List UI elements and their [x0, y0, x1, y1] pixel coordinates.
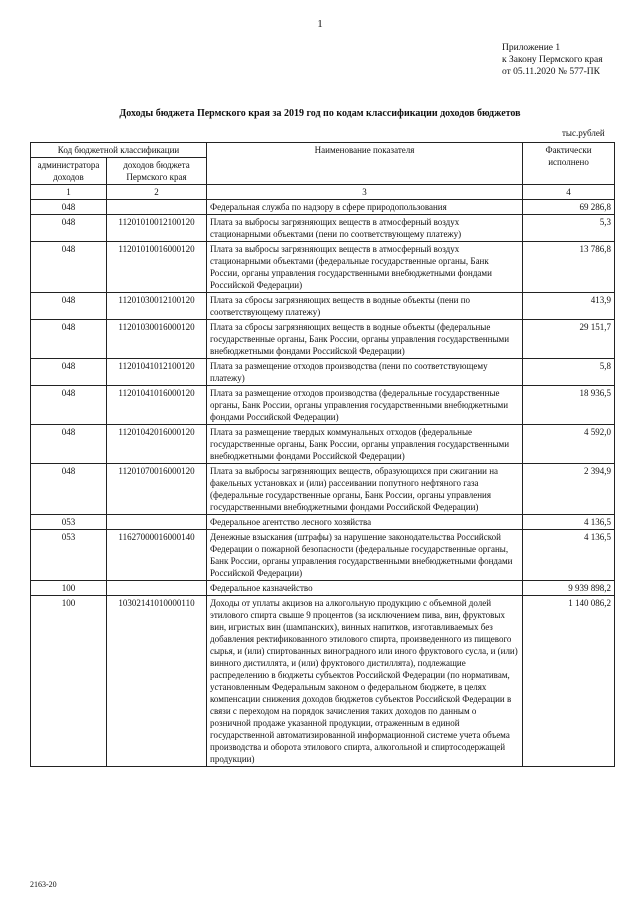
actual-value-cell: 4 136,5 — [523, 530, 615, 581]
indicator-name-cell: Доходы от уплаты акцизов на алкогольную продукцию с объемной долей этилового спирта свыше 9 процентов (за исключением пива, вин, фруктовых вин, игристых вин (шампанских), винных напитков, изготавливаемых без добавления ректификованного этилового спирта, произведенного из пищевого сырья, и (или) спиртованных виноградного или иного фруктового сусла, и (или) винного дистиллята, и (или) фруктового дистиллята), подлежащие распределению в бюджеты субъектов Российской Федерации (по нормативам, установленным Федеральным законом о федеральном бюджете, в целях компенсации снижения доходов бюджетов субъектов Российской Федерации в связи с переходом на порядок зачисления таких доходов по данным о розничной продаже указанной продукции, отраженным в единой государственной автоматизированной информационной системе учета объема производства и оборота этилового спирта, алкогольной и спиртосодержащей продукции) — [207, 596, 523, 767]
admin-code-cell: 053 — [31, 515, 107, 530]
table-row — [31, 293, 615, 320]
income-code-cell: 11201041012100120 — [107, 359, 207, 386]
actual-value-cell: 29 151,7 — [523, 320, 615, 359]
header-name: Наименование показателя — [207, 143, 523, 185]
header-actual: Фактически исполнено — [523, 143, 615, 185]
indicator-name-cell: Федеральное казначейство — [207, 581, 523, 596]
indicator-name-cell: Плата за размещение отходов производства (федеральные государственные органы, Банк России, органы управления государственными внебюджетными фондами Российской Федерации) — [207, 386, 523, 425]
indicator-name-cell: Плата за выбросы загрязняющих веществ, образующихся при сжигании на факельных установках и (или) рассеивании попутного нефтяного газа (федеральные государственные органы, Банк России, органы управления государственными внебюджетными фондами Российской Федерации) — [207, 464, 523, 515]
actual-value-cell: 13 786,8 — [523, 242, 615, 293]
admin-code-cell: 048 — [31, 242, 107, 293]
income-code-cell: 11627000016000140 — [107, 530, 207, 581]
actual-value-cell: 5,3 — [523, 215, 615, 242]
table-row — [31, 464, 615, 515]
actual-value-cell: 413,9 — [523, 293, 615, 320]
indicator-name-cell: Федеральное агентство лесного хозяйства — [207, 515, 523, 530]
table-row — [31, 425, 615, 464]
document-title: Доходы бюджета Пермского края за 2019 год по кодам классификации доходов бюджетов — [119, 108, 521, 119]
table-row — [31, 215, 615, 242]
annex-line-1: Приложение 1 — [502, 43, 561, 53]
header-admin: администратора доходов — [31, 158, 107, 185]
admin-code-cell: 048 — [31, 464, 107, 515]
table-row — [31, 320, 615, 359]
actual-value-cell: 9 939 898,2 — [523, 581, 615, 596]
admin-code-cell: 100 — [31, 596, 107, 767]
actual-value-cell: 4 592,0 — [523, 425, 615, 464]
income-code-cell: 11201030012100120 — [107, 293, 207, 320]
table-row — [31, 200, 615, 215]
actual-value-cell: 5,8 — [523, 359, 615, 386]
income-code-cell: 11201010016000120 — [107, 242, 207, 293]
income-code-cell — [107, 581, 207, 596]
header-income: доходов бюджета Пермского края — [107, 158, 207, 185]
income-code-cell: 11201070016000120 — [107, 464, 207, 515]
page-number: 1 — [317, 18, 323, 30]
actual-value-cell: 1 140 086,2 — [523, 596, 615, 767]
admin-code-cell: 053 — [31, 530, 107, 581]
income-table — [30, 142, 615, 767]
admin-code-cell: 048 — [31, 425, 107, 464]
actual-value-cell: 18 936,5 — [523, 386, 615, 425]
annex-line-3: от 05.11.2020 № 577-ПК — [502, 67, 600, 77]
income-code-cell: 11201041016000120 — [107, 386, 207, 425]
income-code-cell: 11201010012100120 — [107, 215, 207, 242]
admin-code-cell: 048 — [31, 320, 107, 359]
indicator-name-cell: Плата за размещение отходов производства (пени по соответствующему платежу) — [207, 359, 523, 386]
actual-value-cell: 69 286,8 — [523, 200, 615, 215]
footer-code: 2163-20 — [30, 880, 57, 889]
income-code-cell: 10302141010000110 — [107, 596, 207, 767]
unit-label: тыс.рублей — [562, 128, 605, 138]
indicator-name-cell: Денежные взыскания (штрафы) за нарушение законодательства Российской Федерации о пожарной безопасности (федеральные государственные органы, Банк России, органы управления государственными внебюджетными фондами Российской Федерации) — [207, 530, 523, 581]
table-row — [31, 581, 615, 596]
indicator-name-cell: Плата за сбросы загрязняющих веществ в водные объекты (федеральные государственные органы, Банк России, органы управления государственными внебюджетными фондами Российской Федерации) — [207, 320, 523, 359]
income-code-cell: 11201042016000120 — [107, 425, 207, 464]
table-row — [31, 359, 615, 386]
admin-code-cell: 048 — [31, 359, 107, 386]
admin-code-cell: 100 — [31, 581, 107, 596]
admin-code-cell: 048 — [31, 215, 107, 242]
header-num-1: 1 — [31, 185, 107, 200]
header-num-3: 3 — [207, 185, 523, 200]
income-code-cell: 11201030016000120 — [107, 320, 207, 359]
indicator-name-cell: Федеральная служба по надзору в сфере природопользования — [207, 200, 523, 215]
indicator-name-cell: Плата за выбросы загрязняющих веществ в атмосферный воздух стационарными объектами (пени по соответствующему платежу) — [207, 215, 523, 242]
indicator-name-cell: Плата за сбросы загрязняющих веществ в водные объекты (пени по соответствующему платежу) — [207, 293, 523, 320]
income-code-cell — [107, 200, 207, 215]
indicator-name-cell: Плата за выбросы загрязняющих веществ в атмосферный воздух стационарными объектами (федеральные государственные органы, Банк России, органы управления государственными внебюджетными фондами Российской Федерации) — [207, 242, 523, 293]
header-code-group: Код бюджетной классификации — [31, 143, 207, 158]
header-num-2: 2 — [107, 185, 207, 200]
income-code-cell — [107, 515, 207, 530]
annex-block — [502, 42, 603, 78]
actual-value-cell: 4 136,5 — [523, 515, 615, 530]
annex-line-2: к Закону Пермского края — [502, 55, 603, 65]
admin-code-cell: 048 — [31, 200, 107, 215]
table-row — [31, 530, 615, 581]
table-row — [31, 515, 615, 530]
admin-code-cell: 048 — [31, 386, 107, 425]
actual-value-cell: 2 394,9 — [523, 464, 615, 515]
table-row — [31, 596, 615, 767]
admin-code-cell: 048 — [31, 293, 107, 320]
header-num-4: 4 — [523, 185, 615, 200]
table-row — [31, 242, 615, 293]
indicator-name-cell: Плата за размещение твердых коммунальных отходов (федеральные государственные органы, Банк России, органы управления государственными внебюджетными фондами Российской Федерации) — [207, 425, 523, 464]
table-row — [31, 386, 615, 425]
